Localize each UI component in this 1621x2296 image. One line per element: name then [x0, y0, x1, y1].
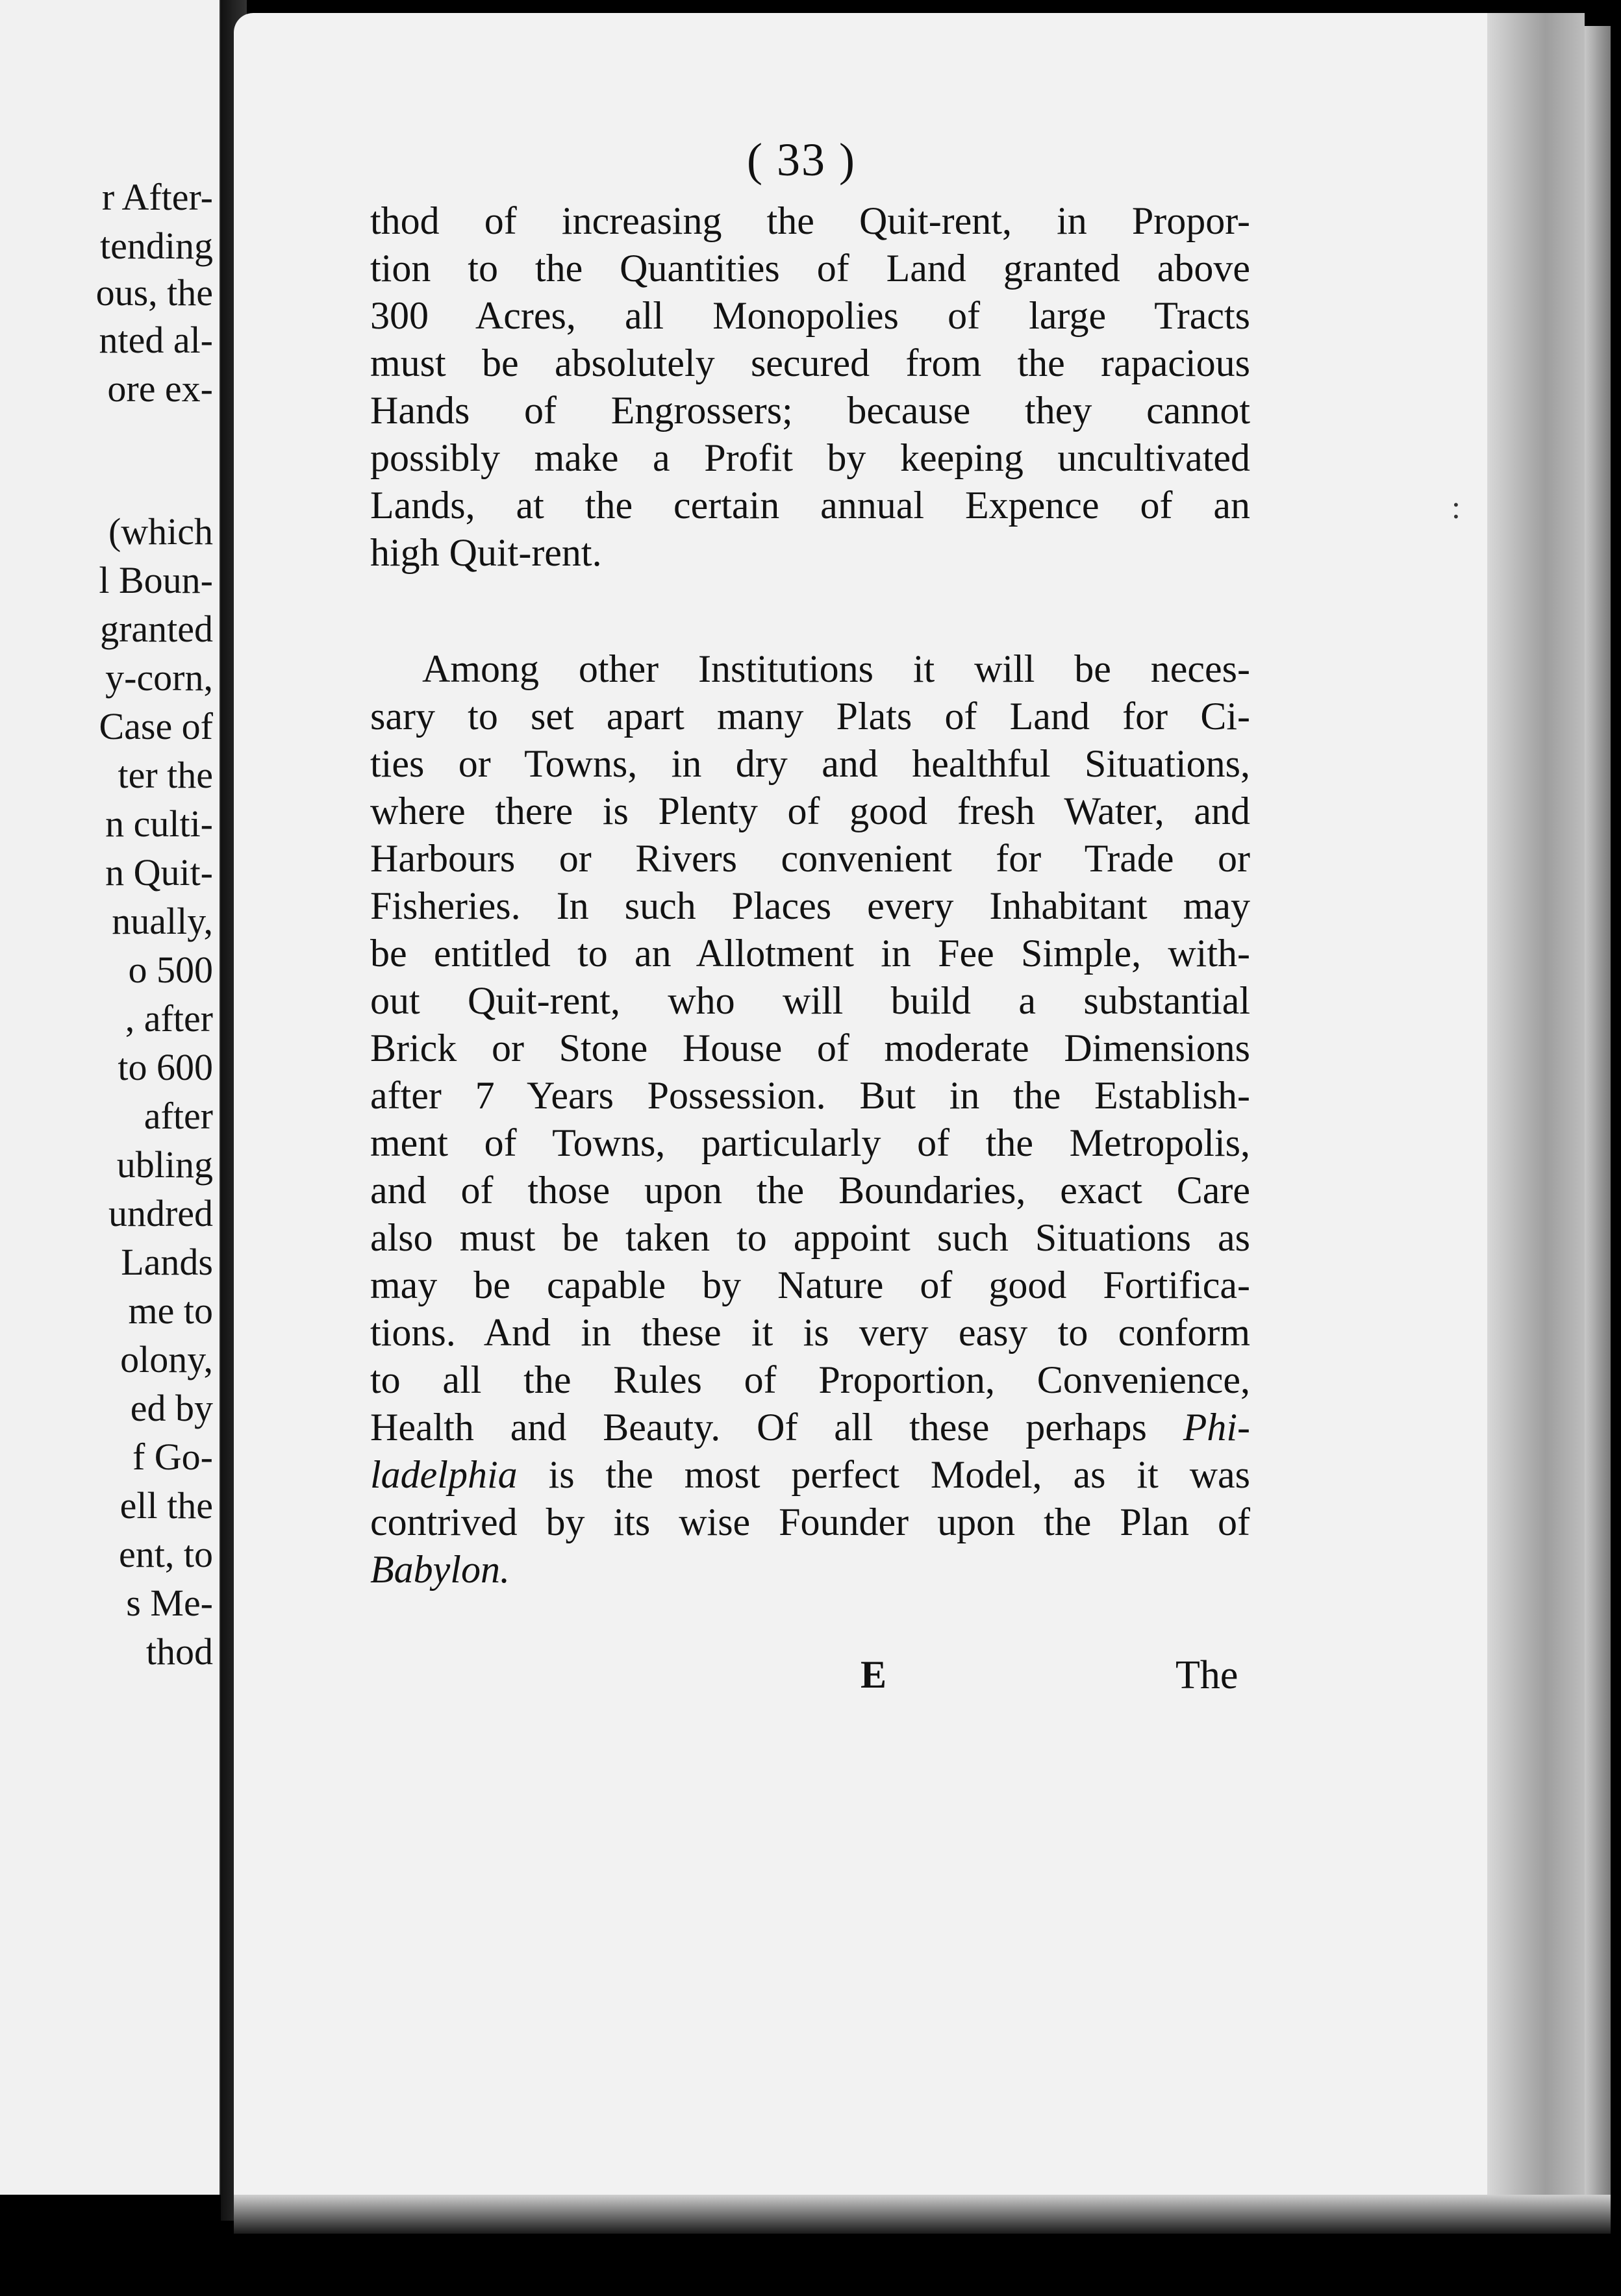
left-page-line: tending	[100, 225, 213, 267]
text-line: Brick or Stone House of moderate Dimensions	[370, 1027, 1250, 1069]
text-segment: Health and Beauty. Of all these perhaps	[370, 1406, 1147, 1449]
text-line	[370, 1455, 1250, 1494]
page-number-header: ( 33 )	[747, 134, 856, 186]
text-line: contrived by its wise Founder upon the Plan of	[370, 1501, 1250, 1543]
text-line: possibly make a Profit by keeping uncultivated	[370, 436, 1250, 479]
left-page-line: ell the	[119, 1484, 213, 1527]
left-page-line: , after	[125, 997, 213, 1040]
left-page-fragment	[0, 0, 223, 2195]
italic-text: Babylon.	[370, 1548, 510, 1591]
text-segment: is the most perfect Model, as it was	[548, 1453, 1250, 1496]
text-line: may be capable by Nature of good Fortifica-	[370, 1264, 1250, 1306]
text-line: Fisheries. In such Places every Inhabitant may	[370, 884, 1250, 927]
left-page-line: ubling	[116, 1143, 213, 1186]
left-page-line: ent, to	[119, 1533, 213, 1575]
left-page-line: Case of	[99, 705, 213, 747]
italic-text: ladelphia	[370, 1453, 518, 1496]
left-page-line: Lands	[121, 1241, 213, 1283]
left-page-line: n Quit-	[105, 851, 213, 893]
page-edge-stack	[1585, 26, 1611, 2208]
text-line: ment of Towns, particularly of the Metropolis,	[370, 1121, 1250, 1164]
left-page-line: ous, the	[95, 271, 213, 314]
text-line: 300 Acres, all Monopolies of large Tracts	[370, 294, 1250, 337]
text-line: be entitled to an Allotment in Fee Simple, with-	[370, 932, 1250, 975]
left-page-line: nually,	[112, 900, 213, 942]
text-line: tions. And in these it is very easy to conform	[370, 1311, 1250, 1354]
left-page-line: me to	[128, 1290, 213, 1332]
text-line: high Quit-rent.	[370, 531, 602, 574]
signature-mark: E	[861, 1653, 887, 1696]
catchword: The	[1175, 1653, 1238, 1697]
left-page-line: r After-	[101, 176, 213, 218]
left-page-line: ore ex-	[107, 368, 213, 410]
text-line: thod of increasing the Quit-rent, in Propor-	[370, 199, 1250, 242]
left-page-line: l Boun-	[99, 559, 213, 601]
left-page-line: s Me-	[126, 1582, 213, 1624]
left-page-line: thod	[145, 1630, 213, 1673]
left-page-line: o 500	[128, 949, 213, 991]
left-page-line: n culti-	[105, 803, 213, 845]
text-line	[370, 1550, 1250, 1589]
text-line: tion to the Quantities of Land granted above	[370, 247, 1250, 290]
text-line: sary to set apart many Plats of Land for Ci-	[370, 695, 1250, 738]
margin-mark: :	[1451, 489, 1461, 525]
text-line: Lands, at the certain annual Expence of an	[370, 484, 1250, 527]
left-page-line: ed by	[130, 1387, 213, 1429]
left-page-line: undred	[108, 1192, 213, 1234]
italic-text: Phi-	[1183, 1406, 1250, 1449]
text-line: where there is Plenty of good fresh Water, and	[370, 790, 1250, 832]
text-line: out Quit-rent, who will build a substantial	[370, 979, 1250, 1022]
left-page-line: (which	[108, 510, 213, 553]
text-line: to all the Rules of Proportion, Convenience,	[370, 1358, 1250, 1401]
text-line	[370, 1408, 1250, 1447]
text-line: after 7 Years Possession. But in the Establish-	[370, 1074, 1250, 1117]
left-page-line: y-corn,	[105, 656, 213, 699]
text-line: Hands of Engrossers; because they cannot	[370, 389, 1250, 432]
left-page-line: to 600	[118, 1046, 213, 1088]
left-page-line: f Go-	[132, 1436, 213, 1478]
left-page-line: after	[144, 1095, 213, 1137]
text-line: and of those upon the Boundaries, exact Care	[370, 1169, 1250, 1212]
left-page-line: ter the	[118, 754, 213, 796]
text-line: ties or Towns, in dry and healthful Situations,	[370, 742, 1250, 785]
page-bottom-edge	[234, 2195, 1611, 2234]
left-page-line: granted	[100, 608, 213, 650]
left-page-line: nted al-	[99, 319, 213, 361]
left-page-line: olony,	[120, 1338, 213, 1380]
text-line: Among other Institutions it will be neces-	[422, 647, 1250, 690]
page-edge-stack	[1487, 13, 1585, 2221]
text-line: Harbours or Rivers convenient for Trade or	[370, 837, 1250, 880]
text-line: also must be taken to appoint such Situations as	[370, 1216, 1250, 1259]
text-line: must be absolutely secured from the rapacious	[370, 342, 1250, 384]
